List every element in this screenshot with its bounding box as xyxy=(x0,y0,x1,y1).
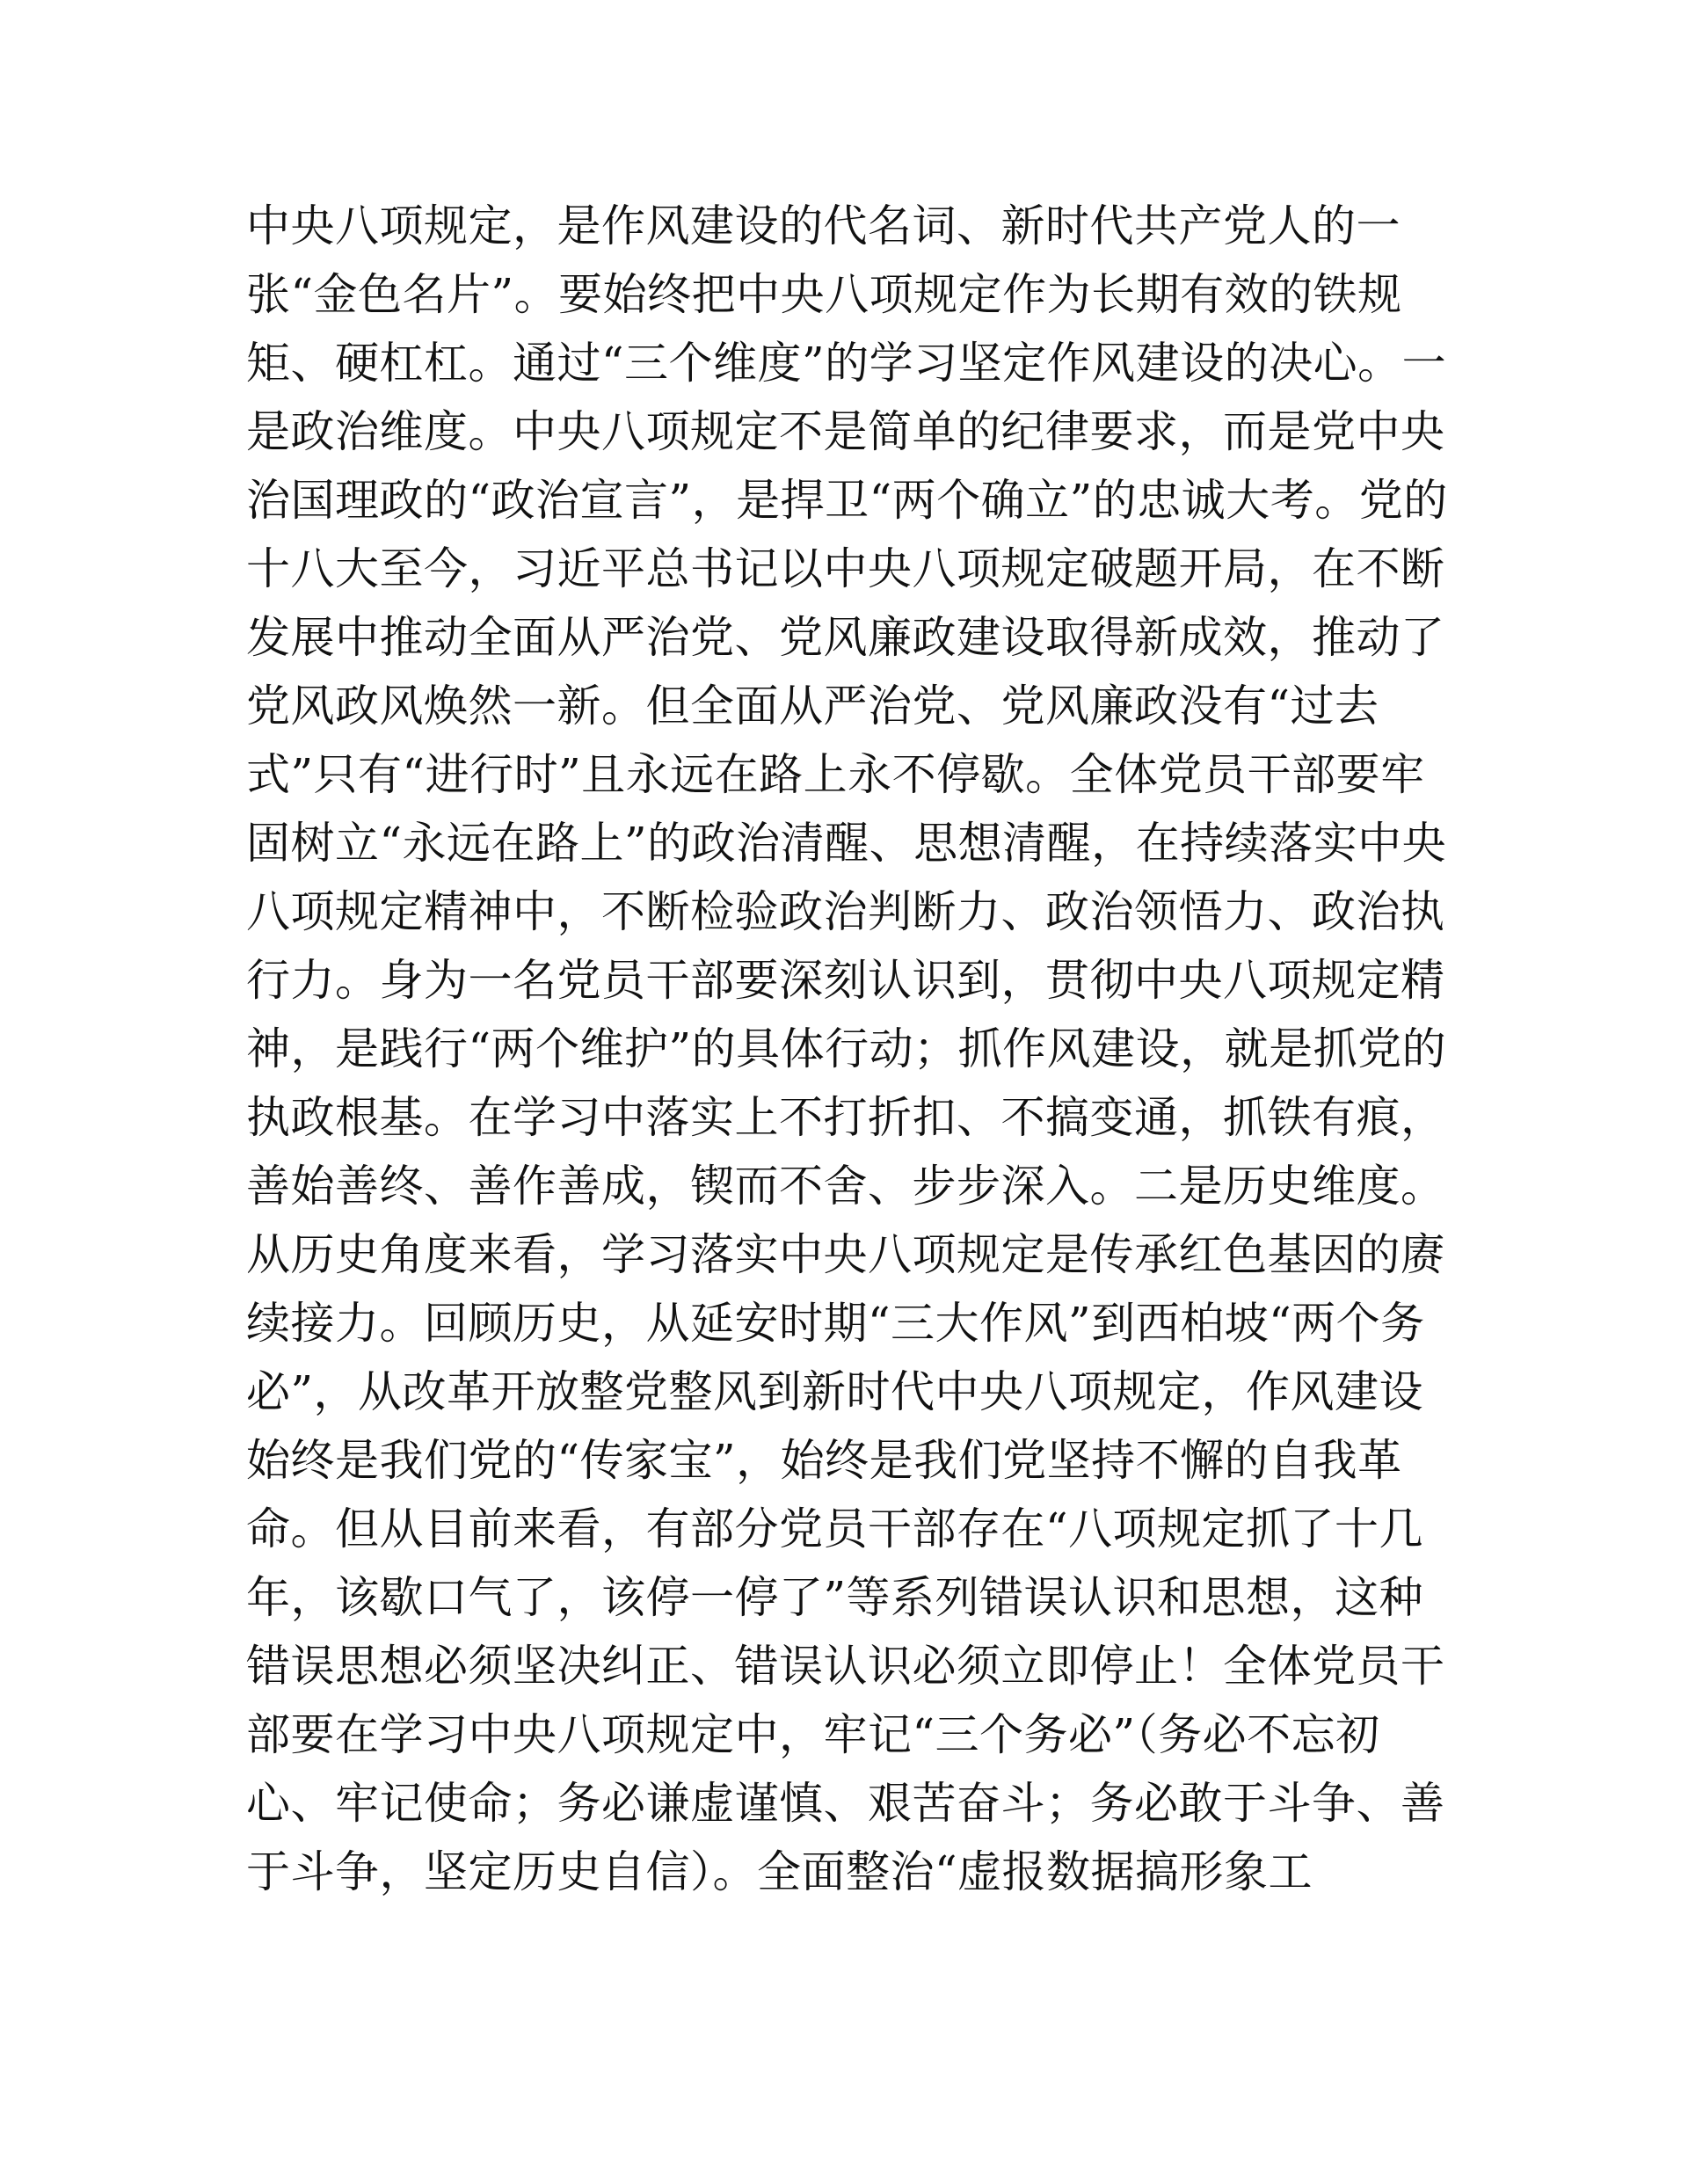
text-line: 行力。身为一名党员干部要深刻认识到，贯彻中央八项规定精 xyxy=(246,955,1445,1006)
text-line: 善始善终、善作善成，锲而不舍、步步深入。二是历史维度。 xyxy=(246,1161,1445,1212)
text-line: 神，是践行“两个维护”的具体行动；抓作风建设，就是抓党的 xyxy=(246,1023,1447,1074)
text-line: 是政治维度。中央八项规定不是简单的纪律要求，而是党中央 xyxy=(246,406,1445,457)
text-line: 发展中推动全面从严治党、党风廉政建设取得新成效，推动了 xyxy=(246,612,1445,663)
text-line: 十八大至今，习近平总书记以中央八项规定破题开局，在不断 xyxy=(246,543,1445,594)
text-line: 必”，从改革开放整党整风到新时代中央八项规定，作风建设 xyxy=(246,1366,1424,1417)
text-line: 从历史角度来看，学习落实中央八项规定是传承红色基因的赓 xyxy=(246,1229,1445,1280)
text-line: 错误思想必须坚决纠正、错误认识必须立即停止！全体党员干 xyxy=(246,1641,1445,1692)
text-line: 中央八项规定，是作风建设的代名词、新时代共产党人的一 xyxy=(246,200,1401,251)
text-line: 续接力。回顾历史，从延安时期“三大作风”到西柏坡“两个务 xyxy=(246,1298,1425,1349)
text-line: 矩、硬杠杠。通过“三个维度”的学习坚定作风建设的决心。一 xyxy=(246,338,1447,389)
text-line: 式”只有“进行时”且永远在路上永不停歇。全体党员干部要牢 xyxy=(246,749,1425,800)
text-line: 于斗争，坚定历史自信）。全面整治“虚报数据搞形象工 xyxy=(246,1846,1313,1897)
text-line: 党风政风焕然一新。但全面从严治党、党风廉政没有“过去 xyxy=(246,681,1379,732)
text-line: 始终是我们党的“传家宝”，始终是我们党坚持不懈的自我革 xyxy=(246,1435,1402,1486)
text-line: 执政根基。在学习中落实上不打折扣、不搞变通，抓铁有痕， xyxy=(246,1092,1445,1143)
text-line: 心、牢记使命；务必谦虚谨慎、艰苦奋斗；务必敢于斗争、善 xyxy=(246,1778,1445,1829)
text-line: 固树立“永远在路上”的政治清醒、思想清醒，在持续落实中央 xyxy=(246,818,1447,869)
text-line: 命。但从目前来看，有部分党员干部存在“八项规定抓了十几 xyxy=(246,1503,1424,1554)
body-text xyxy=(246,192,1459,1906)
text-line: 年，该歇口气了，该停一停了”等系列错误认识和思想，这种 xyxy=(246,1572,1424,1623)
text-line: 八项规定精神中，不断检验政治判断力、政治领悟力、政治执 xyxy=(246,886,1445,937)
text-line: 治国理政的“政治宣言”，是捍卫“两个确立”的忠诚大考。党的 xyxy=(246,475,1448,526)
text-line: 部要在学习中央八项规定中，牢记“三个务必”（务必不忘初 xyxy=(246,1709,1380,1760)
text-line: 张“金色名片”。要始终把中央八项规定作为长期有效的铁规 xyxy=(246,269,1402,320)
